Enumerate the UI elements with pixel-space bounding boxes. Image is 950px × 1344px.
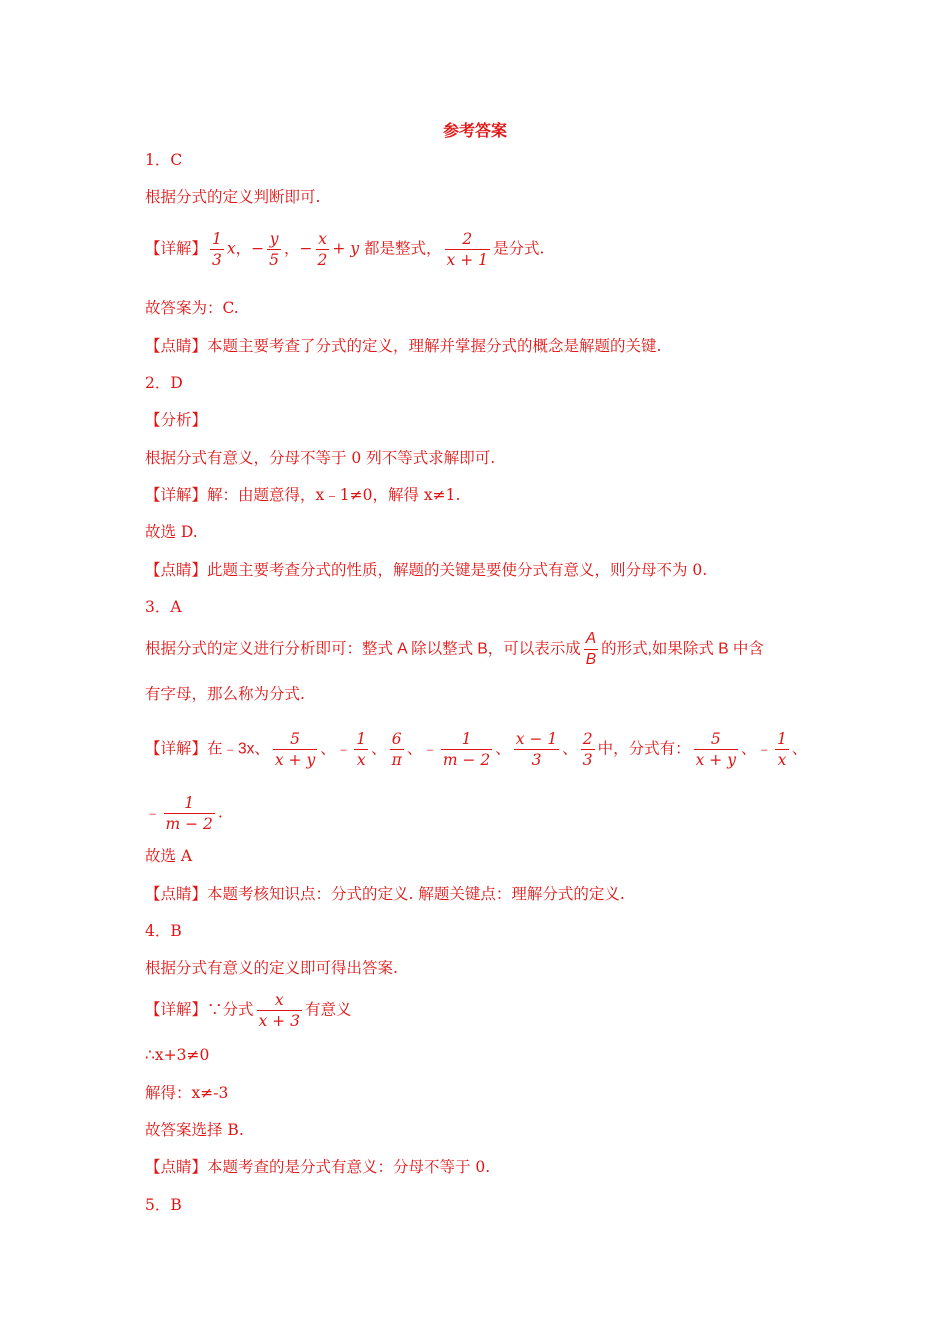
- fraction-x-over-2: $\frac{x}{2}$: [317, 230, 328, 269]
- q4-step2: 解得：x≠-3: [145, 1084, 229, 1102]
- page-title: 参考答案: [442, 121, 507, 140]
- q4-point: 【点睛】本题考查的是分式有意义：分母不等于 0.: [145, 1158, 491, 1176]
- result-5-over-x-plus-y: $\frac{5}{x + y}$: [695, 730, 736, 769]
- fraction-one-third: $\frac{1}{3}$: [212, 230, 222, 269]
- fraction-2-over-3: $\frac{2}{3}$: [582, 730, 593, 769]
- q2-tag: 【分析】: [145, 411, 208, 429]
- fraction-a-over-b: $\frac{A}{B}$: [585, 630, 597, 668]
- q3-analysis-cont: 有字母，那么称为分式.: [145, 685, 305, 703]
- fraction-1-over-x: $\frac{1}{x}$: [356, 730, 367, 769]
- q2-analysis: 根据分式有意义，分母不等于 0 列不等式求解即可.: [145, 449, 496, 467]
- q1-analysis: 根据分式的定义判断即可.: [145, 188, 321, 206]
- q5-heading: 5．B: [145, 1196, 182, 1214]
- q1-point: 【点睛】本题主要考查了分式的定义，理解并掌握分式的概念是解题的关键.: [145, 337, 662, 355]
- fraction-x-over-x-plus-3: $\frac{x}{x + 3}$: [258, 991, 300, 1030]
- q2-detail: 【详解】解：由题意得，x﹣1≠0，解得 x≠1.: [145, 486, 461, 504]
- q3-answer: 故选 A: [145, 847, 193, 865]
- q1-heading: 1．C: [145, 151, 183, 169]
- fraction-6-over-pi: $\frac{6}{\pi}$: [391, 730, 402, 769]
- q3-detail: 【详解】在﹣3x、 $\frac{5}{x + y}$ 、﹣ $\frac{1}{x}$ 、 $\frac{6}{\pi}$ 、﹣ $\frac{1}{m - 2}$ 、 $\frac{x - 1}{3}$ 、 $\frac{2}{3}$ 中，分式有： $\frac{5}{x + y}$ 、﹣ $\frac{1}{x}$ 、: [145, 730, 808, 769]
- q2-point: 【点睛】此题主要考查分式的性质，解题的关键是要使分式有意义，则分母不为 0.: [145, 561, 708, 579]
- fraction-1-over-m-minus-2: $\frac{1}{m - 2}$: [442, 730, 491, 769]
- q4-heading: 4．B: [145, 922, 182, 940]
- q4-analysis: 根据分式有意义的定义即可得出答案.: [145, 959, 398, 977]
- q4-detail: 【详解】∵分式 $\frac{x}{x + 3}$ 有意义: [145, 991, 352, 1030]
- q4-step1: ∴x+3≠0: [145, 1046, 210, 1064]
- q4-answer: 故答案选择 B.: [145, 1121, 244, 1139]
- fraction-2-over-x-plus-1: $\frac{2}{x + 1}$: [446, 230, 488, 269]
- result-1-over-m-minus-2: $\frac{1}{m - 2}$: [165, 794, 213, 833]
- fraction-5-over-x-plus-y: $\frac{5}{x + y}$: [274, 730, 316, 769]
- fraction-y-over-5: $\frac{y}{5}$: [269, 230, 280, 269]
- q2-answer: 故选 D.: [145, 523, 198, 541]
- q3-analysis: 根据分式的定义进行分析即可：整式 A 除以整式 B，可以表示成 $\frac{A}{B}$ 的形式,如果除式 B 中含: [145, 630, 764, 668]
- q1-detail: 【详解】 $\frac{1}{3}$ x，− $\frac{y}{5}$ ，− $\frac{x}{2}$ + y 都是整式， $\frac{2}{x + 1}$ 是分式.: [145, 230, 545, 269]
- result-1-over-x: $\frac{1}{x}$: [777, 730, 787, 769]
- q3-detail-cont: ﹣ $\frac{1}{m - 2}$ .: [145, 794, 223, 833]
- detail-tag: 【详解】: [145, 239, 208, 258]
- fraction-x-minus-1-over-3: $\frac{x - 1}{3}$: [515, 730, 558, 769]
- q3-point: 【点睛】本题考核知识点：分式的定义. 解题关键点：理解分式的定义.: [145, 885, 625, 903]
- q3-heading: 3．A: [145, 598, 182, 616]
- q2-heading: 2．D: [145, 374, 183, 392]
- q1-answer: 故答案为：C.: [145, 299, 239, 317]
